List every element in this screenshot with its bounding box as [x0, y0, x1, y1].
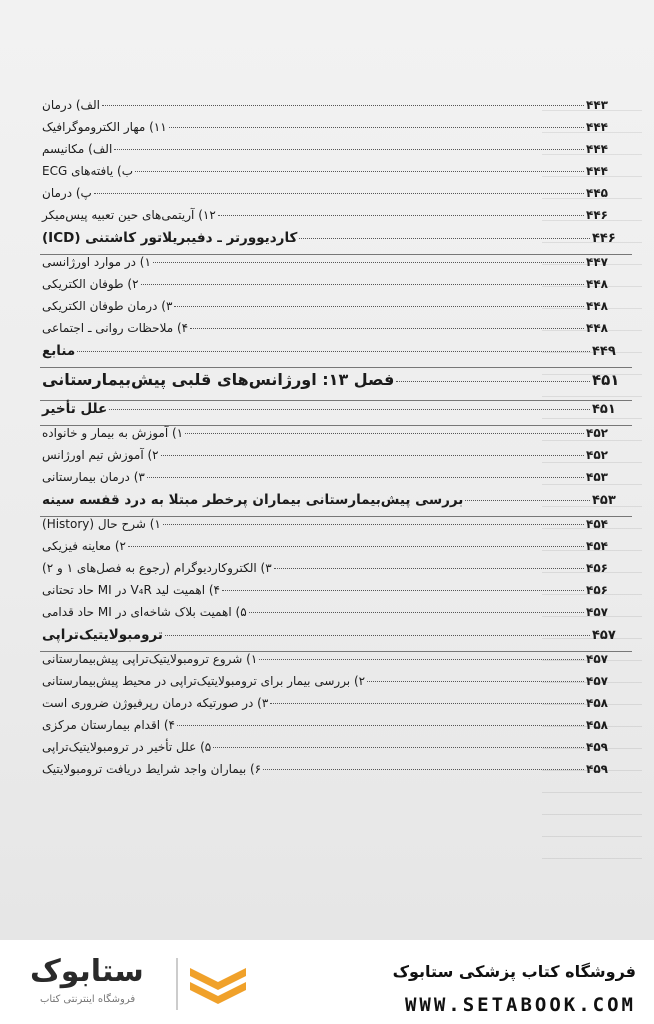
page-number: ۴۴۴ [586, 142, 608, 156]
entry-title: ۱۲) آریتمی‌های حین تعبیه پیس‌میکر [42, 208, 216, 222]
dot-leader [163, 524, 584, 525]
entry-title: پ) درمان [42, 186, 92, 200]
entry-title: ۱) آموزش به بیمار و خانواده [42, 426, 184, 440]
entry-title: کاردیوورتر ـ دفیبریلاتور کاشتنی (ICD) [42, 230, 298, 246]
toc-entry[interactable] [40, 120, 632, 142]
logo-tagline: فروشگاه اینترنتی کتاب [40, 994, 136, 1005]
entry-title: ۱) شروع ترومبولایتیک‌تراپی پیش‌بیمارستانی [42, 652, 258, 666]
toc-entry[interactable] [40, 321, 632, 343]
page-number: ۴۵۴ [586, 539, 608, 553]
dot-leader [396, 381, 590, 382]
dot-leader [177, 725, 584, 726]
toc-entry[interactable] [40, 605, 632, 627]
dot-leader [185, 433, 584, 434]
dot-leader [147, 477, 584, 478]
page-number: ۴۵۷ [586, 674, 608, 688]
toc-entry[interactable] [40, 299, 632, 321]
dot-leader [367, 681, 584, 682]
page-number: ۴۵۳ [586, 470, 608, 484]
section-entry[interactable] [40, 343, 632, 368]
entry-title: ۲) بررسی بیمار برای ترومبولایتیک‌تراپی در محیط پیش‌بیمارستانی [42, 674, 366, 688]
page-number: ۴۵۱ [592, 402, 616, 417]
entry-title: الف) مکانیسم [42, 142, 113, 156]
page-number: ۴۵۳ [592, 493, 616, 508]
toc-entry[interactable] [40, 652, 632, 674]
chapter-entry[interactable] [40, 370, 632, 401]
dot-leader [161, 455, 584, 456]
page-number: ۴۵۸ [586, 718, 608, 732]
toc-entry[interactable] [40, 561, 632, 583]
page-number: ۴۵۹ [586, 740, 608, 754]
toc-entry[interactable] [40, 539, 632, 561]
dot-leader [274, 568, 584, 569]
dot-leader [77, 351, 590, 352]
page-number: ۴۵۱ [592, 371, 620, 389]
entry-title: علل تأخیر [42, 401, 108, 417]
page-number: ۴۵۶ [586, 583, 608, 597]
toc-entry[interactable] [40, 186, 632, 208]
entry-title: ۳) درمان بیمارستانی [42, 470, 145, 484]
page-number: ۴۵۴ [586, 517, 608, 531]
section-entry[interactable] [40, 230, 632, 255]
entry-title: ۲) معاینه فیزیکی [42, 539, 126, 553]
dot-leader [94, 193, 584, 194]
dot-leader [128, 546, 584, 547]
page-number: ۴۴۳ [586, 98, 608, 112]
page-number: ۴۵۹ [586, 762, 608, 776]
entry-title: ۲) آموزش تیم اورژانس [42, 448, 159, 462]
section-entry[interactable] [40, 401, 632, 426]
footer-divider [176, 958, 178, 1010]
page-number: ۴۵۲ [586, 426, 608, 440]
toc-entry[interactable] [40, 255, 632, 277]
entry-title: فصل ۱۳: اورژانس‌های قلبی پیش‌بیمارستانی [42, 370, 395, 389]
table-of-contents [40, 98, 632, 784]
dot-leader [190, 328, 584, 329]
page-number: ۴۴۵ [586, 186, 608, 200]
dot-leader [213, 747, 584, 748]
entry-title: ۴) اهمیت لید V₄R در MI حاد تحتانی [42, 583, 220, 597]
entry-title: ترومبولایتیک‌تراپی [42, 627, 163, 643]
dot-leader [169, 127, 584, 128]
page-number: ۴۵۶ [586, 561, 608, 575]
entry-title: ۳) در صورتیکه درمان رپرفیوژن ضروری است [42, 696, 269, 710]
entry-title: ۵) اهمیت بلاک شاخه‌ای در MI حاد قدامی [42, 605, 247, 619]
toc-entry[interactable] [40, 740, 632, 762]
page-number: ۴۴۸ [586, 299, 608, 313]
toc-entry[interactable] [40, 674, 632, 696]
dot-leader [165, 635, 590, 636]
entry-title: ۱) شرح حال (History) [42, 517, 161, 531]
toc-entry[interactable] [40, 426, 632, 448]
section-entry[interactable] [40, 627, 632, 652]
entry-title: ۱) در موارد اورژانسی [42, 255, 151, 269]
section-entry[interactable] [40, 492, 632, 517]
page-number: ۴۴۴ [586, 120, 608, 134]
entry-title: ۲) طوفان الکتریکی [42, 277, 139, 291]
store-url[interactable]: WWW.SETABOOK.COM [404, 994, 636, 1016]
logo-wordmark: ستابوک [30, 954, 144, 989]
entry-title: ۱۱) مهار الکتروموگرافیک [42, 120, 167, 134]
dot-leader [102, 105, 584, 106]
entry-title: ۳) الکتروکاردیوگرام (رجوع به فصل‌های ۱ و ۲) [42, 561, 272, 575]
dot-leader [141, 284, 584, 285]
entry-title: ۴) اقدام بیمارستان مرکزی [42, 718, 175, 732]
toc-entry[interactable] [40, 277, 632, 299]
entry-title: ب) یافته‌های ECG [42, 164, 134, 178]
page-number: ۴۴۸ [586, 277, 608, 291]
page-number: ۴۴۹ [592, 344, 616, 359]
entry-title: الف) درمان [42, 98, 100, 112]
dot-leader [153, 262, 584, 263]
entry-title: ۶) بیماران واجد شرایط دریافت ترومبولایتیک [42, 762, 262, 776]
toc-entry[interactable] [40, 142, 632, 164]
dot-leader [259, 659, 584, 660]
page-number: ۴۴۷ [586, 255, 608, 269]
toc-entry[interactable] [40, 164, 632, 186]
entry-title: منابع [42, 343, 76, 359]
entry-title: ۴) ملاحظات روانی ـ اجتماعی [42, 321, 189, 335]
entry-title: ۳) درمان طوفان الکتریکی [42, 299, 173, 313]
dot-leader [465, 500, 590, 501]
page-number: ۴۴۶ [586, 208, 608, 222]
page-number: ۴۴۴ [586, 164, 608, 178]
entry-title: بررسی پیش‌بیمارستانی بیماران پرخطر مبتلا به درد قفسه سینه [42, 492, 464, 508]
toc-entry[interactable] [40, 448, 632, 470]
toc-entry[interactable] [40, 762, 632, 784]
page-number: ۴۴۸ [586, 321, 608, 335]
dot-leader [114, 149, 584, 150]
dot-leader [249, 612, 584, 613]
footer-banner [0, 940, 654, 1024]
toc-entry[interactable] [40, 470, 632, 492]
store-name: فروشگاه کتاب پزشکی ستابوک [392, 962, 636, 981]
dot-leader [174, 306, 584, 307]
toc-entry[interactable] [40, 517, 632, 539]
dot-leader [218, 215, 584, 216]
page-number: ۴۵۷ [586, 652, 608, 666]
toc-entry[interactable] [40, 208, 632, 230]
page-number: ۴۵۷ [592, 628, 616, 643]
dot-leader [222, 590, 584, 591]
toc-entry[interactable] [40, 718, 632, 740]
dot-leader [135, 171, 584, 172]
page-number: ۴۵۷ [586, 605, 608, 619]
dot-leader [270, 703, 584, 704]
toc-entry[interactable] [40, 98, 632, 120]
dot-leader [109, 409, 590, 410]
toc-entry[interactable] [40, 583, 632, 605]
setabook-logo-icon [186, 962, 250, 1006]
page-number: ۴۵۲ [586, 448, 608, 462]
page-number: ۴۴۶ [592, 231, 616, 246]
toc-entry[interactable] [40, 696, 632, 718]
entry-title: ۵) علل تأخیر در ترومبولایتیک‌تراپی [42, 740, 212, 754]
dot-leader [263, 769, 584, 770]
page-number: ۴۵۸ [586, 696, 608, 710]
dot-leader [299, 238, 590, 239]
